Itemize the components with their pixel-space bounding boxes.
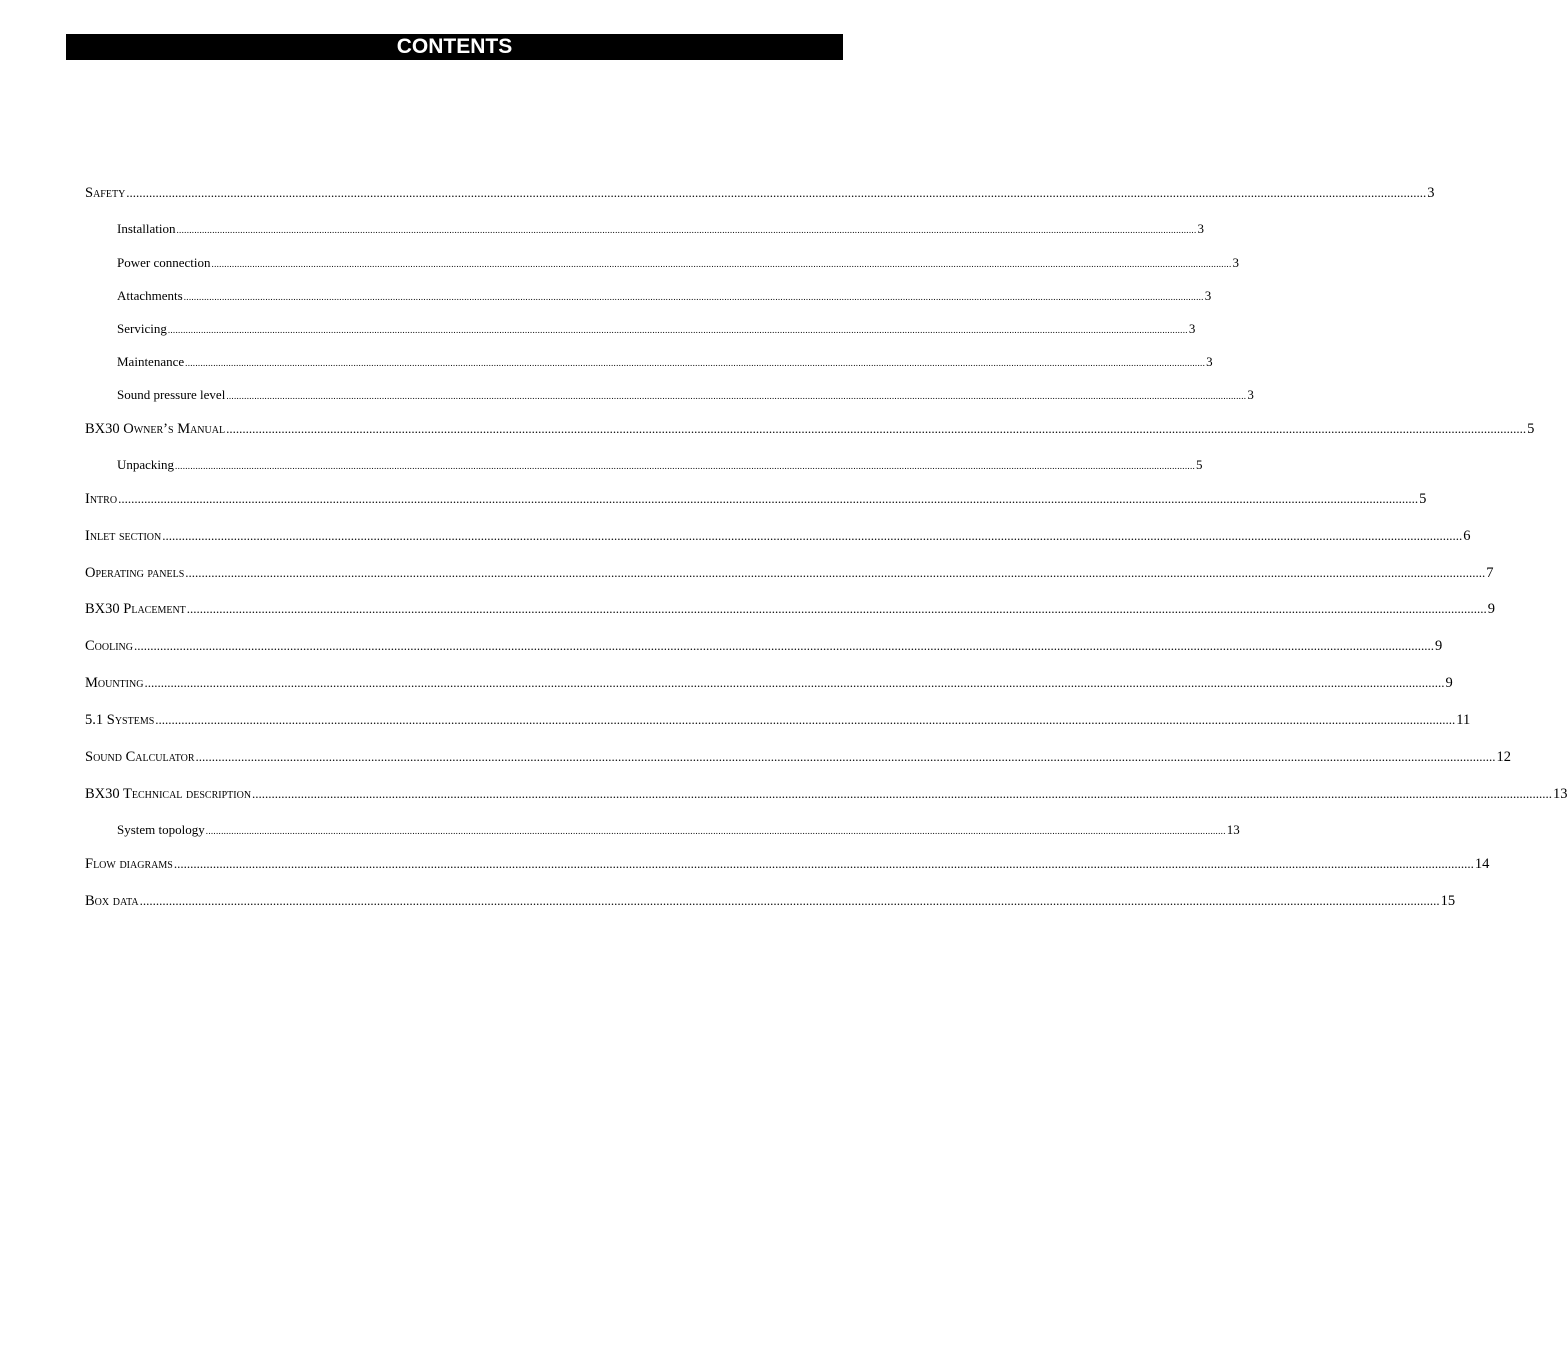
toc-entry-technical-description[interactable] bbox=[85, 786, 1568, 803]
toc-entry-system-topology[interactable] bbox=[117, 822, 1240, 838]
toc-entry-label: Cooling bbox=[85, 638, 133, 654]
toc-entry-mounting[interactable] bbox=[85, 675, 1453, 692]
toc-entry-page: 14 bbox=[1474, 856, 1490, 872]
toc-entry-label: Maintenance bbox=[117, 354, 185, 369]
toc-entry-page: 5 bbox=[1419, 491, 1427, 507]
toc-entry-sound-calculator[interactable] bbox=[85, 749, 1512, 766]
toc-leader-dots: ................................................................................................................................................................................................................................................................................................................................................................................................................ bbox=[167, 325, 1188, 335]
toc-entry-label: Installation bbox=[117, 221, 176, 236]
contents-title: CONTENTS bbox=[66, 34, 843, 60]
toc-entry-label: Attachments bbox=[117, 288, 183, 303]
toc-leader-dots: ................................................................................................................................................................................................................................................................................................................................................................................................................ bbox=[211, 259, 1232, 269]
toc-leader-dots: ................................................................................................................................................................................................................................................................................................................................................................................................................ bbox=[155, 712, 1456, 727]
toc-entry-page: 3 bbox=[1206, 354, 1213, 369]
toc-entry-owners-manual[interactable] bbox=[85, 421, 1535, 438]
toc-entry-label: Mounting bbox=[85, 675, 144, 691]
toc-entry-page: 7 bbox=[1486, 565, 1494, 581]
toc-leader-dots: ................................................................................................................................................................................................................................................................................................................................................................................................................ bbox=[185, 358, 1206, 368]
toc-leader-dots: ................................................................................................................................................................................................................................................................................................................................................................................................................ bbox=[226, 391, 1247, 401]
toc-entry-servicing[interactable] bbox=[117, 321, 1196, 337]
toc-entry-page: 3 bbox=[1204, 288, 1212, 303]
toc-entry-label: Sound pressure level bbox=[117, 387, 226, 402]
toc-entry-systems[interactable] bbox=[85, 712, 1471, 729]
toc-leader-dots: ................................................................................................................................................................................................................................................................................................................................................................................................................ bbox=[175, 461, 1196, 471]
toc-entry-page: 15 bbox=[1440, 893, 1456, 909]
toc-entry-flow-diagrams[interactable] bbox=[85, 856, 1490, 873]
toc-leader-dots: ................................................................................................................................................................................................................................................................................................................................................................................................................ bbox=[195, 749, 1496, 764]
toc-leader-dots: ................................................................................................................................................................................................................................................................................................................................................................................................................ bbox=[226, 421, 1527, 436]
toc-entry-page: 13 bbox=[1226, 822, 1240, 837]
toc-entry-box-data[interactable] bbox=[85, 893, 1456, 910]
toc-entry-label: Flow diagrams bbox=[85, 856, 173, 872]
toc-entry-placement[interactable] bbox=[85, 601, 1496, 618]
toc-entry-label: 5.1 Systems bbox=[85, 712, 155, 728]
toc-entry-page: 3 bbox=[1247, 387, 1254, 402]
toc-entry-label: Safety bbox=[85, 185, 126, 201]
toc-entry-unpacking[interactable] bbox=[117, 457, 1203, 473]
toc-entry-label: Servicing bbox=[117, 321, 167, 336]
toc-entry-label: Unpacking bbox=[117, 457, 175, 472]
toc-leader-dots: ................................................................................................................................................................................................................................................................................................................................................................................................................ bbox=[252, 786, 1553, 801]
toc-leader-dots: ................................................................................................................................................................................................................................................................................................................................................................................................................ bbox=[118, 491, 1419, 506]
toc-entry-safety[interactable] bbox=[85, 185, 1435, 202]
toc-leader-dots: ................................................................................................................................................................................................................................................................................................................................................................................................................ bbox=[176, 225, 1197, 235]
toc-entry-intro[interactable] bbox=[85, 491, 1427, 508]
toc-leader-dots: ................................................................................................................................................................................................................................................................................................................................................................................................................ bbox=[139, 893, 1440, 908]
toc-entry-label: Sound Calculator bbox=[85, 749, 195, 765]
toc-leader-dots: ................................................................................................................................................................................................................................................................................................................................................................................................................ bbox=[183, 292, 1204, 302]
toc-entry-page: 3 bbox=[1197, 221, 1204, 236]
toc-entry-page: 11 bbox=[1456, 712, 1471, 728]
toc-entry-page: 9 bbox=[1487, 601, 1496, 617]
toc-entry-label: BX30 Technical description bbox=[85, 786, 252, 802]
toc-leader-dots: ................................................................................................................................................................................................................................................................................................................................................................................................................ bbox=[134, 638, 1434, 653]
toc-entry-sound-pressure-level[interactable] bbox=[117, 387, 1254, 403]
toc-entry-page: 12 bbox=[1496, 749, 1512, 765]
toc-entry-label: Box data bbox=[85, 893, 139, 909]
toc-entry-label: BX30 Placement bbox=[85, 601, 186, 617]
toc-entry-label: Power connection bbox=[117, 255, 211, 270]
toc-entry-label: Operating panels bbox=[85, 565, 185, 581]
toc-leader-dots: ................................................................................................................................................................................................................................................................................................................................................................................................................ bbox=[185, 565, 1486, 580]
toc-entry-inlet-section[interactable] bbox=[85, 528, 1471, 545]
toc-entry-page: 6 bbox=[1463, 528, 1471, 544]
toc-entry-operating-panels[interactable] bbox=[85, 565, 1494, 582]
toc-entry-page: 13 bbox=[1553, 786, 1568, 802]
toc-leader-dots: ................................................................................................................................................................................................................................................................................................................................................................................................................ bbox=[186, 601, 1487, 616]
toc-leader-dots: ................................................................................................................................................................................................................................................................................................................................................................................................................ bbox=[144, 675, 1445, 690]
toc-entry-page: 3 bbox=[1188, 321, 1196, 336]
toc-leader-dots: ................................................................................................................................................................................................................................................................................................................................................................................................................ bbox=[205, 826, 1226, 836]
toc-entry-maintenance[interactable] bbox=[117, 354, 1213, 370]
toc-entry-attachments[interactable] bbox=[117, 288, 1212, 304]
toc-entry-page: 9 bbox=[1445, 675, 1453, 691]
toc-leader-dots: ................................................................................................................................................................................................................................................................................................................................................................................................................ bbox=[162, 528, 1463, 543]
toc-leader-dots: ................................................................................................................................................................................................................................................................................................................................................................................................................ bbox=[126, 185, 1427, 200]
toc-entry-page: 3 bbox=[1232, 255, 1240, 270]
toc-entry-page: 9 bbox=[1435, 638, 1443, 654]
toc-entry-power-connection[interactable] bbox=[117, 255, 1240, 271]
toc-entry-label: BX30 Owner’s Manual bbox=[85, 421, 226, 437]
toc-entry-label: Inlet section bbox=[85, 528, 162, 544]
toc-entry-page: 5 bbox=[1527, 421, 1535, 437]
toc-entry-page: 5 bbox=[1196, 457, 1203, 472]
toc-entry-installation[interactable] bbox=[117, 221, 1204, 237]
toc-entry-label: Intro bbox=[85, 491, 118, 507]
toc-entry-cooling[interactable] bbox=[85, 638, 1443, 655]
toc-entry-label: System topology bbox=[117, 822, 205, 837]
toc-leader-dots: ................................................................................................................................................................................................................................................................................................................................................................................................................ bbox=[173, 856, 1474, 871]
toc-entry-page: 3 bbox=[1427, 185, 1435, 201]
